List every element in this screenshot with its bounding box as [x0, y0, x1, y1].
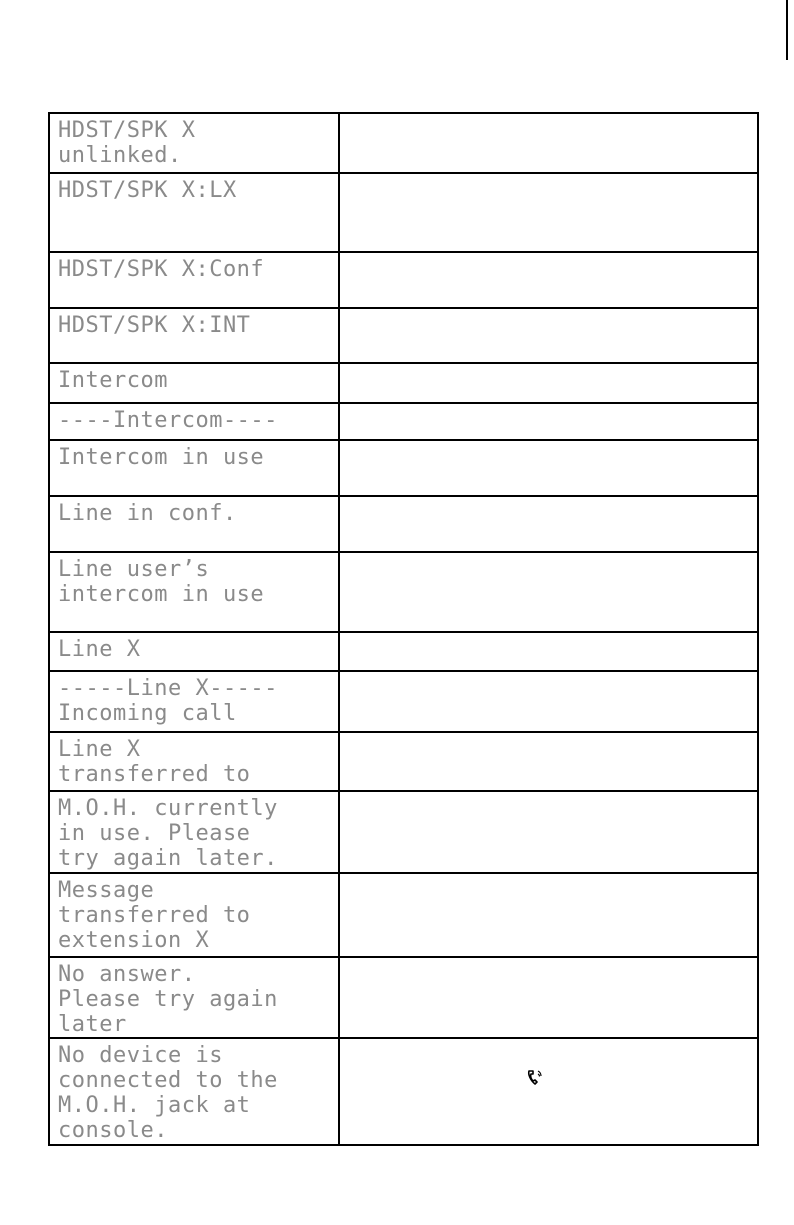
table-row	[49, 957, 758, 1038]
table-row	[49, 791, 758, 873]
description-cell	[339, 873, 758, 957]
lcd-message: Line user’s intercom in use	[58, 557, 265, 607]
display-cell	[49, 732, 339, 791]
display-message-table	[48, 112, 759, 1146]
lcd-message: -----Line X----- Incoming call	[58, 676, 278, 726]
display-cell	[49, 957, 339, 1038]
display-cell	[49, 671, 339, 732]
trim-mark	[786, 0, 788, 60]
description-cell	[339, 552, 758, 632]
display-cell	[49, 496, 339, 552]
lcd-message: No answer. Please try again later	[58, 962, 278, 1037]
table-row	[49, 732, 758, 791]
lcd-message: ----Intercom----	[58, 408, 278, 433]
lcd-message: Line X	[58, 637, 141, 662]
lcd-message: Intercom	[58, 368, 168, 393]
display-cell	[49, 552, 339, 632]
description-cell	[339, 113, 758, 173]
lcd-message: HDST/SPK X:LX	[58, 178, 237, 203]
lcd-message: Intercom in use	[58, 445, 265, 470]
table-row	[49, 552, 758, 632]
lcd-message: Line X transferred to	[58, 737, 251, 787]
description-cell	[339, 632, 758, 671]
lcd-message: HDST/SPK X:INT	[58, 313, 251, 338]
table-row	[49, 308, 758, 363]
display-cell	[49, 1038, 339, 1145]
table-row	[49, 363, 758, 403]
table-row	[49, 173, 758, 252]
description-cell	[339, 440, 758, 496]
description-cell	[339, 496, 758, 552]
table-row	[49, 496, 758, 552]
display-cell	[49, 632, 339, 671]
description-cell	[339, 173, 758, 252]
description-cell	[339, 732, 758, 791]
table-row	[49, 403, 758, 440]
display-cell	[49, 440, 339, 496]
handset-icon	[526, 1068, 544, 1088]
lcd-message: Message transferred to extension X	[58, 878, 251, 953]
display-cell	[49, 873, 339, 957]
description-cell	[339, 308, 758, 363]
lcd-message: HDST/SPK X unlinked.	[58, 118, 196, 168]
description-cell	[339, 363, 758, 403]
table-row	[49, 1038, 758, 1145]
table-row	[49, 440, 758, 496]
lcd-message: No device is connected to the M.O.H. jack at console.	[58, 1043, 278, 1143]
table-row	[49, 632, 758, 671]
description-cell	[339, 252, 758, 308]
display-cell	[49, 363, 339, 403]
display-cell	[49, 403, 339, 440]
description-cell	[339, 791, 758, 873]
table-row	[49, 671, 758, 732]
table-row	[49, 252, 758, 308]
display-cell	[49, 308, 339, 363]
description-cell	[339, 957, 758, 1038]
display-cell	[49, 252, 339, 308]
description-cell	[339, 1038, 758, 1145]
lcd-message: M.O.H. currently in use. Please try again later.	[58, 796, 278, 871]
description-cell	[339, 403, 758, 440]
display-cell	[49, 791, 339, 873]
table-row	[49, 873, 758, 957]
lcd-message: HDST/SPK X:Conf	[58, 257, 265, 282]
description-cell	[339, 671, 758, 732]
lcd-message: Line in conf.	[58, 501, 237, 526]
display-cell	[49, 113, 339, 173]
display-cell	[49, 173, 339, 252]
table-row	[49, 113, 758, 173]
